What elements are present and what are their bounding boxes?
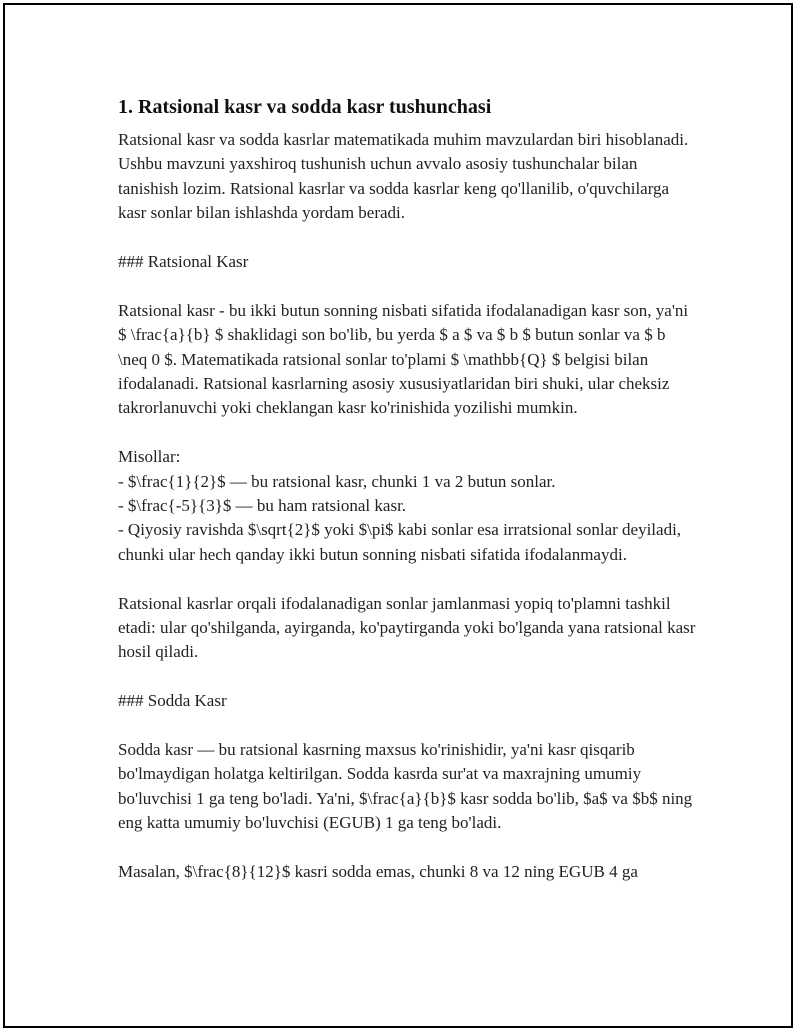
example-item: - Qiyosiy ravishda $\sqrt{2}$ yoki $\pi$ kabi sonlar esa irratsional sonlar deyiladi, chunki ular hech qanday ikki butun sonning nisbati sifatida ifodalanmaydi. <box>118 520 682 564</box>
examples-label: Misollar: <box>118 447 181 467</box>
ratsional-definition-paragraph: Ratsional kasr - bu ikki butun sonning nisbati sifatida ifodalanadigan kasr son, ya'ni $ \frac{a}{b} $ shaklidagi son bo'lib, bu yerda $ a $ va $ b $ butun sonlar va $ b \neq 0 $. Matematikada ratsional sonlar to'plami $ \mathbb{Q} $ belgisi bilan ifodalanadi. Ratsional kasrlarning asosiy xususiyatlaridan biri shuki, ular cheksiz takrorlanuvchi yoki cheklangan kasr ko'rinishida yozilishi mumkin. <box>118 300 689 418</box>
heading-ratsional-kasr: ### Ratsional Kasr <box>118 252 249 272</box>
document-title: 1. Ratsional kasr va sodda kasr tushunchasi <box>118 96 492 118</box>
closure-paragraph: Ratsional kasrlar orqali ifodalanadigan sonlar jamlanmasi yopiq to'plamni tashkil etadi: ular qo'shilganda, ayirganda, ko'paytirganda yoki bo'lganda yana ratsional kasr hosil qiladi. <box>118 593 696 662</box>
examples-block <box>118 445 698 567</box>
example-item: - $\frac{-5}{3}$ — bu ham ratsional kasr. <box>118 496 407 516</box>
heading-sodda-kasr: ### Sodda Kasr <box>118 691 227 711</box>
intro-paragraph: Ratsional kasr va sodda kasrlar matematikada muhim mavzulardan biri hisoblanadi. Ushbu mavzuni yaxshiroq tushunish uchun avvalo asosiy tushunchalar bilan tanishish lozim. Ratsional kasrlar va sodda kasrlar keng qo'llanilib, o'quvchilarga kasr sonlar bilan ishlashda yordam beradi. <box>118 130 689 223</box>
masalan-paragraph: Masalan, $\frac{8}{12}$ kasri sodda emas, chunki 8 va 12 ning EGUB 4 ga <box>118 862 638 882</box>
sodda-definition-paragraph: Sodda kasr — bu ratsional kasrning maxsus ko'rinishidir, ya'ni kasr qisqarib bo'lmaydigan holatga keltirilgan. Sodda kasrda sur'at va maxrajning umumiy bo'luvchisi 1 ga teng bo'ladi. Ya'ni, $\frac{a}{b}$ kasr sodda bo'lib, $a$ va $b$ ning eng katta umumiy bo'luvchisi (EGUB) 1 ga teng bo'ladi. <box>118 740 693 833</box>
document-body <box>118 94 698 909</box>
example-item: - $\frac{1}{2}$ — bu ratsional kasr, chunki 1 va 2 butun sonlar. <box>118 471 556 491</box>
